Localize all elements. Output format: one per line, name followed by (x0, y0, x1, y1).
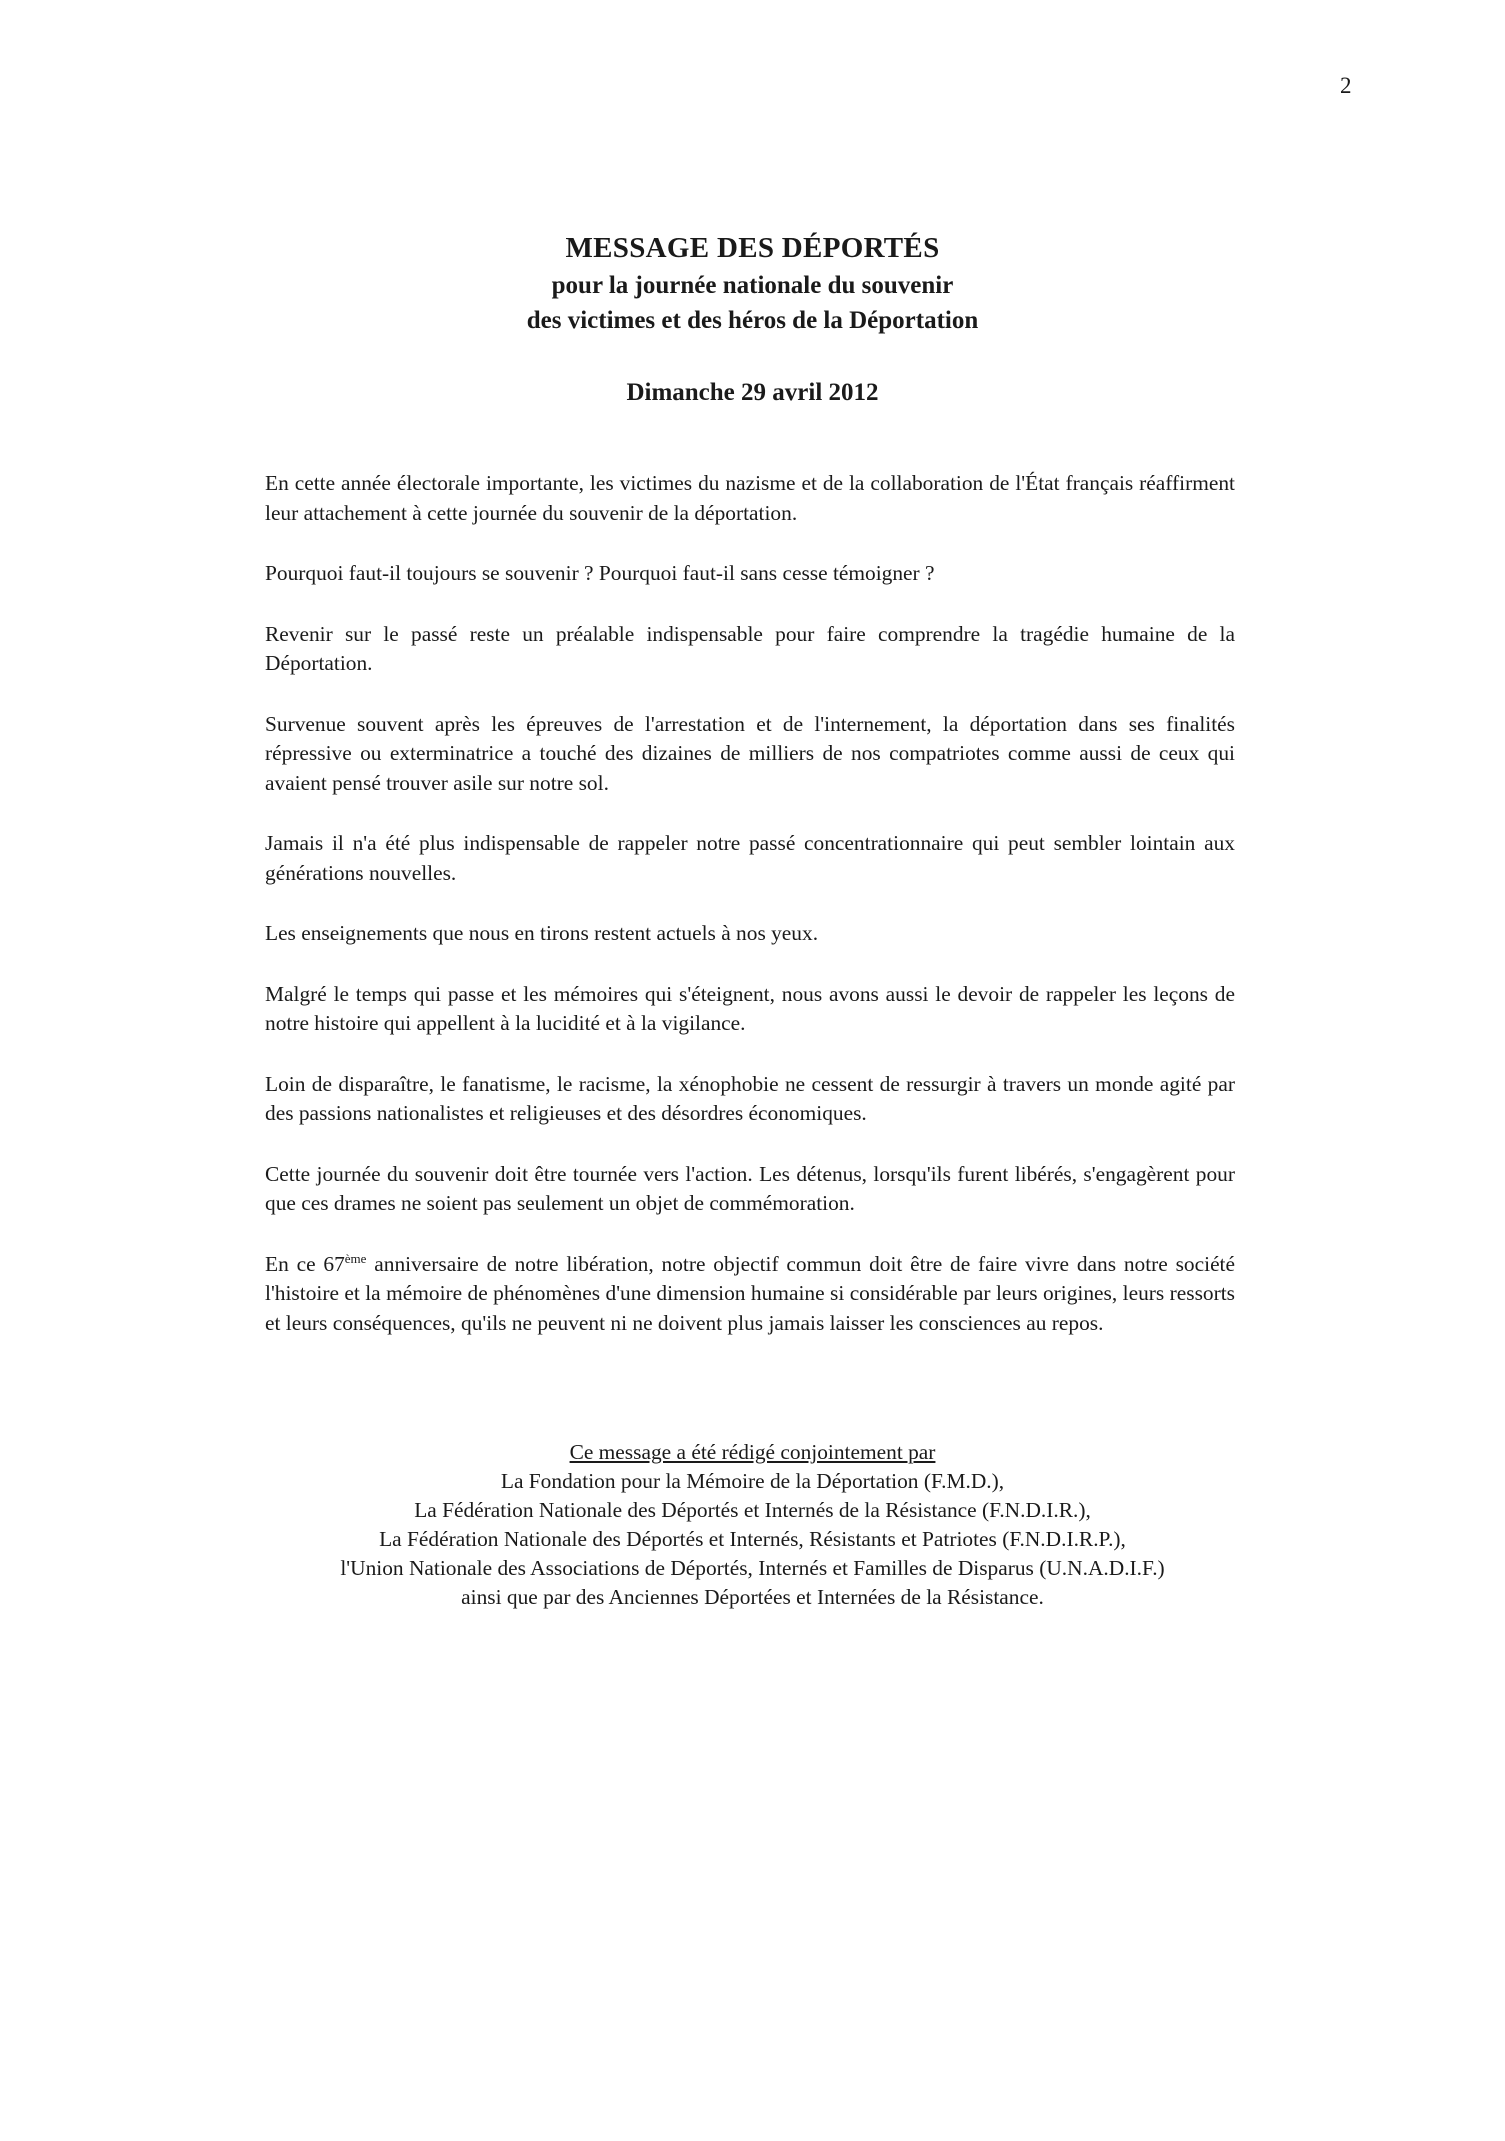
paragraph: Jamais il n'a été plus indispensable de rappeler notre passé concentrationnaire qui peut sembler lointain aux générations nouvelles. (265, 831, 1235, 885)
credits-block (0, 1438, 1505, 1612)
document-title: MESSAGE DES DÉPORTÉS (565, 232, 940, 264)
document-subtitle-line-1: pour la journée nationale du souvenir (551, 272, 954, 299)
document-subtitle-line-2: des victimes et des héros de la Déportation (526, 307, 979, 334)
page-number: 2 (1340, 73, 1352, 98)
paragraph: Les enseignements que nous en tirons restent actuels à nos yeux. (265, 921, 819, 945)
paragraph: Survenue souvent après les épreuves de l'arrestation et de l'internement, la déportation dans ses finalités répressive ou exterminatrice a touché des dizaines de milliers de nos compatriotes comme aussi de ceux qui avaient pensé trouver asile sur notre sol. (265, 711, 1235, 795)
anniversary-prefix: En ce 67 (265, 1251, 345, 1276)
paragraph-anniversary (265, 1250, 1235, 1339)
document-date: Dimanche 29 avril 2012 (626, 379, 879, 406)
credits-line: ainsi que par des Anciennes Déportées et Internées de la Résistance. (461, 1585, 1044, 1609)
credits-line: l'Union Nationale des Associations de Déportés, Internés et Familles de Disparus (U.N.A.D.I.F.) (340, 1556, 1165, 1580)
ordinal-superscript: ème (344, 1250, 367, 1266)
paragraph: Revenir sur le passé reste un préalable indispensable pour faire comprendre la tragédie humaine de la Déportation. (265, 621, 1235, 675)
paragraph: Cette journée du souvenir doit être tournée vers l'action. Les détenus, lorsqu'ils furent libérés, s'engagèrent pour que ces drames ne soient pas seulement un objet de commémoration. (265, 1161, 1235, 1215)
credits-line: La Fédération Nationale des Déportés et Internés, Résistants et Patriotes (F.N.D.I.R.P.), (379, 1527, 1126, 1551)
paragraph: En cette année électorale importante, les victimes du nazisme et de la collaboration de l'État français réaffirment leur attachement à cette journée du souvenir de la déportation. (265, 471, 1235, 525)
credits-line: La Fédération Nationale des Déportés et Internés de la Résistance (F.N.D.I.R.), (414, 1498, 1091, 1522)
paragraph: Pourquoi faut-il toujours se souvenir ? Pourquoi faut-il sans cesse témoigner ? (265, 561, 935, 585)
paragraph: Loin de disparaître, le fanatisme, le racisme, la xénophobie ne cessent de ressurgir à travers un monde agité par des passions nationalistes et religieuses et des désordres économiques. (265, 1071, 1235, 1125)
credits-line: La Fondation pour la Mémoire de la Déportation (F.M.D.), (500, 1469, 1005, 1493)
paragraph: Malgré le temps qui passe et les mémoires qui s'éteignent, nous avons aussi le devoir de rappeler les leçons de notre histoire qui appellent à la lucidité et à la vigilance. (265, 981, 1235, 1035)
anniversary-text: anniversaire de notre libération, notre objectif commun doit être de faire vivre dans notre société l'histoire et la mémoire de phénomènes d'une dimension humaine si considérable par leurs origines, leurs ressorts et leurs conséquences, qu'ils ne peuvent ni ne doivent plus jamais laisser les consciences au repos. (265, 1251, 1235, 1335)
credits-intro: Ce message a été rédigé conjointement par (569, 1440, 936, 1464)
document-header (0, 228, 1505, 410)
message-body (265, 469, 1235, 1369)
